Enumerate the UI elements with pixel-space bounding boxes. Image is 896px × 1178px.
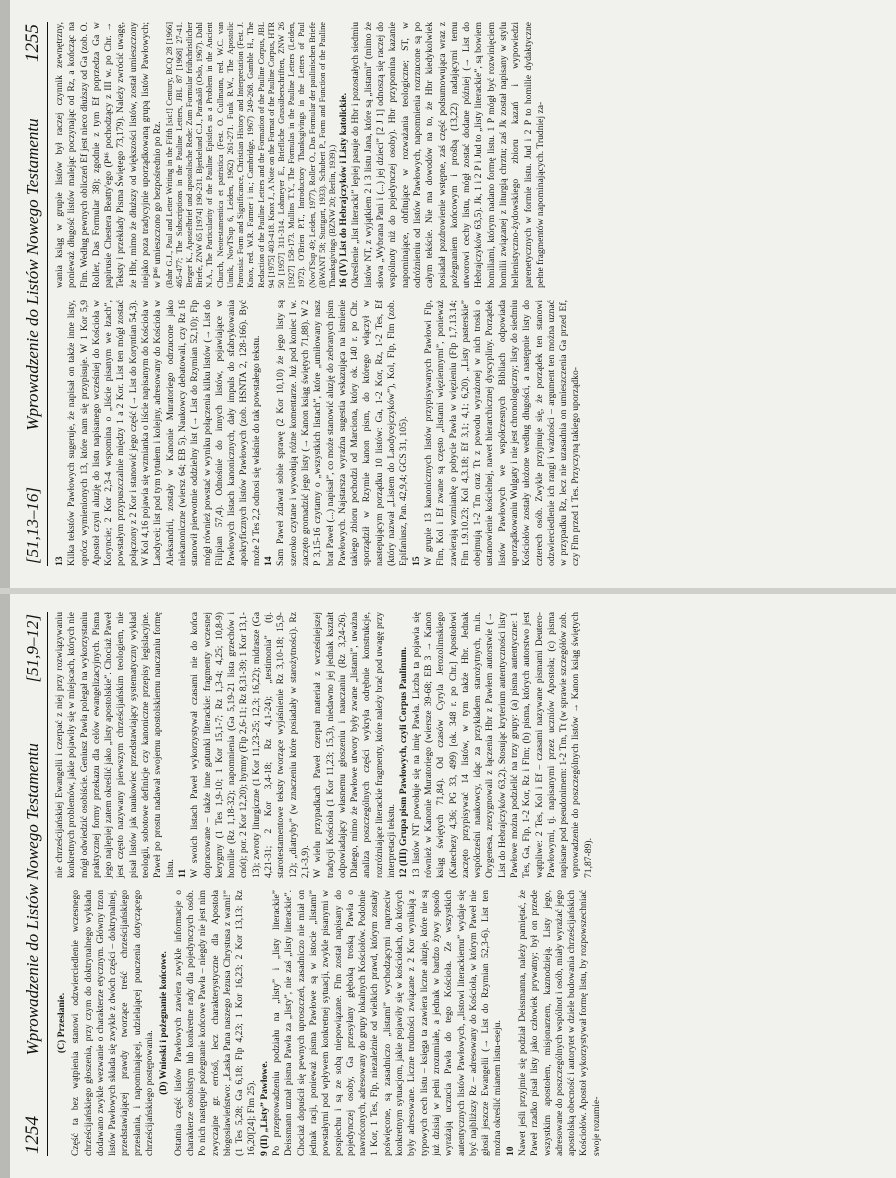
left-page-number: 1254 bbox=[22, 1116, 43, 1154]
right-columns bbox=[54, 22, 874, 566]
paragraph: W swoich listach Paweł wykorzystywał czasami nie do końca dopracowane – także inne gatunki literackie: fragmenty wczesnej kerygmy (1 Tes 1,9-10; 1 Kor 15,1-7; Rz 1,3-4; 4,25; 10,8-9) homilie (Rz 1,18-32); napomnienia (Ga 5,19-21 lista grzechów i cnót); por. 2 Kor 12,20); hymny (Flp 2,6-11; Rz 8,31-39; 1 Kor 13,1-13); zwroty liturgiczne (1 Kor 11,23-25; 12,3; 16,22); midrasze (Ga 4,21-31; 2 Kor 3,4-18; Rz 4,1-24); „testimonia” (tj. starotestamentowe teksty tworzące wyjaśnienie Rz 3,10-18; 15,9-12); „diatryby” (w znaczeniu które posiadały w starożytności). Rz 2,1-3,9). bbox=[189, 612, 311, 878]
paragraph: Kilka tekstów Pawłowych sugeruje, że napisał on także inne listy, oprócz wymienionych 13, które nam się przypisuje. W 1 Kor 5,9 Apostoł czyni aluzję do listu napisanego wcześniej do Kościoła w Koryncie; 2 Kor 2,3-4 wspomina o „liście pisanym we łzach”, powstałym przypuszczalnie między 1 a 2 Kor. List ten mógł zostać połączony z 2 Kor i stanowić jego część (→ List do Koryntian 54,3). W Kol 4,16 pojawia się wzmianka o liście napisanym do Kościoła w Laodycei; list pod tym tytułem i kolejny, adresowany do Kościoła w Aleksandrii, zostały w Kanonie Muratoriego odrzucone jako niekanoniczne (wiersz 64; EB 5). Naukowcy debatowali, czy Rz 16 stanowił pierwotnie oddzielny list (→ List do Rzymian 52,10); Flp mógł również powstać w wyniku połączenia kilku listów (→ List do Filipian 57,4). Odnośnie do innych listów, pojawiające w Pawłowych listach kanonicznych, dały impuls do sfabrykowania apokryficznych listów Pawłowych (zob. HSNTA 2, 128-166). Być może 2 Tes 2,2 odnosi się właśnie do tak powstałego tekstu. bbox=[66, 300, 262, 566]
right-running-title: Wprowadzenie do Listów Nowego Testamentu bbox=[23, 118, 42, 431]
section-number: 13 bbox=[54, 556, 65, 566]
paragraph: 13 listów NT powołuje się na imię Pawła. Liczba ta pojawia się również w Kanonie Muratoriego (wiersze 39-68; EB 3 → Kanon ksiąg świętych 71,84). Od czasów Cyryla Jerozolimskiego (Katechezy 4,36; PG 33, 499) [ok. 348 r. po Chr.] Apostołowi zaczęto przypisywać 14 listów, w tym także Hbr. Jednak współcześni naukowcy, idąc za przykładem starożytnych, m.in. Orygenesa, zrezygnowali z łączenia Hbr z Pawłem autorstwie (→ List do Hebrajczyków 63,2). Stosując kryterium autentyczności listy Pawłowe można podzielić na trzy grupy: (a) pisma autentyczne: 1 Tes, Ga, Flp, 1-2 Kor, Rz i Flm; (b) pisma, których autorstwo jest wątpliwe: 2 Tes, Kol i Ef – czasami nazywane pismami Deutero-Pawłowymi, tj. napisanymi przez uczniów Apostoła; (c) pisma napisane pod pseudonimem: 1-2 Tm, Tt (w sprawie szczegółów zob. wprowadzenie do poszczególnych listów → Kanon ksiąg świętych 71,87-89). bbox=[410, 612, 594, 878]
left-columns bbox=[54, 612, 874, 1156]
section-number: 11 bbox=[176, 868, 188, 878]
paragraph: W wielu przypadkach Paweł czerpał materiał z wcześniejszej tradycji Kościoła (1 Kor 11,23; 15,3), niedawno jej jednak kształt odpowiadający własnemu głoszeniu i nauczaniu (Rz 3,24-26). Dlatego, mimo że Pawłowe utwory były zwane „listami”, uważna analiza poszczególnych części wykryła odrębnie konstrukcje, rozróżniające literackie fragmenty, które należy brać pod uwagę przy interpretacji tekstu. bbox=[312, 612, 398, 878]
paragraph: Sam Paweł zdawał sobie sprawę (2 Kor 10,10) że jego listy są szeroko czytane i wywołują różne komentarze. Już pod koniec I w. zaczęto gromadzić jego listy (→ Kanon ksiąg świętych 71,88). W 2 P 3,15-16 czytamy o „wszystkich listach”, które „umiłowany nasz brat Paweł (...) napisał”, co może stanowić aluzję do zebranych pism Pawłowych. Najstarsza wyraźna sugestia wskazująca na istnienie takiego zbioru pochodzi od Marciona, który ok. 140 r. po Chr. sporządził w Rzymie kanon pism, do którego włączył w nastepującym porządku 10 listów: Ga, 1-2 Kor, Rz, 1-2 Tes, Ef (który nazwał „Listem do Laodycejczyków”), Kol, Flp, Flm (zob. Epifaniusz, Pan. 42,9,4; GCS 31, 105). bbox=[275, 300, 410, 566]
left-page bbox=[0, 590, 896, 1178]
section-number: 15 bbox=[410, 556, 422, 566]
left-column-1 bbox=[54, 890, 874, 1156]
paragraph: Określenie „list literacki” lepiej pasuje do Hbr i pozostałych siedmiu listów NT, z wyjątkiem 2 i 3 listu Jana, które są „listami” (mimo że słowa „Wybrana Pani i (...) jej dzieci” [2 J 1] odnoszą się raczej do wspólnoty niż do pojedynczej osoby). Hbr przypomina kazanie napominające, obfitujące w rozważania teologiczne; ST, w odróżnieniu od listów Pawłowych, napomnienia rozrzucone są po całym tekście. Nie ma dowodów na to, że Hbr kiedykolwiek posiadał pozdrowienie wstępne, zaś część podsumowująca wraz z pożegnaniem końcowym i prośbą (13,22) nadającymi temu utworowi cechy listu, mógł zostać dodane później (→ List do Hebrajczyków 63,5). Jk, 1 i 2 P i Jud to „listy literackie”, są bowiem homiliami, którym nadano formę listu. 1 P mógł być rozwinięciem homilii związanej z liturgią chrztu; zaś Jk został napisany w stylu hellenistyczno-żydowskiego zbioru kazań i wypowiedzi parenetycznych w formie listu. Jud i 2 P to homilie dydaktyczne pełne fragmentów napominających. Trudniej za- bbox=[350, 22, 546, 288]
page-gutter bbox=[0, 588, 896, 594]
paragraph: wania ksiąg w grupie listów był raczej czynnik zewnętrzny, ponieważ długość listów malejąc poczynając od Rz, a kończąc na Flm. Według pewnych obliczeń Ef jest nieco dłuższy od Ga (zob. O. Roller, Das Formular 38); zgodnie z tym Ef poprzedza Ga w papirusie Chestera Beatty'ego (P⁴⁶ pochodzący z III w. po Chr. → Teksty i przekłady Pisma Świętego 73,179). Należy zwrócić uwagę, że Hbr, mimo że dłuższy od większości listów, został umieszczony niejako poza tradycyjnie uporządkowaną grupą listów Pawłowych; w P⁴⁶ umieszczono go bezpośrednio po Rz. bbox=[54, 22, 164, 288]
right-column-1 bbox=[54, 300, 874, 566]
right-column-2 bbox=[54, 22, 874, 288]
left-column-2 bbox=[54, 612, 874, 878]
right-section-range: [51,13–16] bbox=[23, 487, 42, 564]
right-running-head bbox=[16, 22, 48, 566]
section-number: 9 (II) „Listy” Pawłowe. bbox=[258, 1061, 270, 1156]
paragraph: nie chrześcijańskiej Ewangelii i czerpać z niej przy rozwiązywaniu konkretnych problemów, jakie pojawiły się w miejscach, których nie mógł odwiedzić osobiście. Geniusz Pawła polegał na wykorzystaniu praktycznej formy przekazu dla celów ewangelizacyjnych. Pisma jego najlepiej zatem określić jako „listy apostolskie”. Chociaż Paweł jest często nazywany pierwszym chrześcijańskim teologiem, nie pisał listów jak naukowiec przedstawiający systematyczny wykład teologii, sobotowe definicje czy kanoniczne przepisy legislacyjne. Paweł po prostu nadawał swojemu apostolskiemu nauczaniu formę listu. bbox=[54, 612, 176, 878]
paragraph: Nawet jeśli przyjmie się podział Deissmanna, należy pamiętać, że Paweł rzadko pisał listy jako człowiek prywatny; był on przede wszystkim apostołem, misjonarzem, kaznodzieją. Listy jego, adresowane do poszczególnych wspólnot i osób, miały wyrażać jego apostolską obecność i autorytet w dziele budowania chrześcijańskich Kościołów. Apostoł wykorzystywał formę listu, by rozpowszechniać swoje rozumie- bbox=[516, 890, 602, 1156]
paragraph: Część ta bez wątpienia stanowi odzwierciedlenie wczesnego chrześcijańskiego głoszenia, przy czym do doktrynalnego wykładu dodawano zwykle wezwanie o charakterze etycznym. Główny trzon listów Pawłowych składa się zwykle z dwóch części – doktrynalnej, przedstawiającej prawdy tworzące treść chrześcijańskiego przesłania, i napominającej, udzielającej pouczenia dotyczącego chrześcijańskiego postępowania. bbox=[70, 890, 156, 1156]
right-page bbox=[0, 0, 896, 588]
paragraph: Ostatnia część listów Pawłowych zawiera zwykle informacje o charakterze osobistym lub konkretne rady dla pojedynczych osób. Po nich następuje pożegnanie końcowe Pawła – niegdy nie jest nim zwyczajne gr. erróső, lecz charakterystyczne dla Apostoła błogosławieństwo: „Łaska Pana naszego Jezusa Chrystusa z wami!” (1 Tes 5,28; Ga 6,18; Flp 4,23; 1 Kor 16,23; 2 Kor 13,13; Rz 16,20[24]; Flm 25). bbox=[172, 890, 258, 1156]
paragraph: Po przeprowadzeniu podziału na „listy” i „listy literackie” Deissmann uznał pisma Pawła za „listy”, nie zaś „listy literackie”. Chociaż dopuścił się pewnych uproszczeń, zasadniczo nie miał on jednak racji, ponieważ pisma Pawłowe są w istocie „listami” powstałymi pod wpływem konkretnej sytuacji, zwykle pisanymi w pospiechu i są ze sobą niepowiązane. Flm został napisany do pojedynczej osoby, Ga przesyłany głęboką troską Pawła o nawróconych, adresowany do grupy lokalnych Kościołów. Podobnie 1 Kor, 1 Tes, Flp, niezależnie od wielkich prawd, którym zostały poświęcone, są zasadniczo „listami” wychodzącymi naprzeciw konkretnym sytuacjom, jakie pojawiły się w kościołach, do których były adresowane. Liczne trudności związane z 2 Kor wynikają z typowych cech listu – księga ta zawiera liczne aluzje, które nie są już dzisiaj w pełni zrozumiałe, a jednak w bardzo żywy sposób wyrażają uczucia Pawła do tego Kościoła. Ze wszystkich autentycznych listów Pawłowych, „listowi literackiemu” wydaje się być najbliższy Rz – adresowany do Kościoła, w którym Paweł nie głosił jeszcze Ewangelii (→ List do Rzymian 52,3-6). List ten można określić mianem listu-eseju. bbox=[271, 890, 504, 1156]
paragraph: (Bahr G.J., Paul and Letter Writing in the Fifth [sic!] Century, BCQ 28 [1966] 465-477; The Subscriptions in the Pauline Letters, JBL 87 [1968] 27-41. Berger K., Apostelbrief und apostolische Rede: Zum Formular frühchristlicher Briefe, ZNW 65 [1974] 190-231. Bjerkelund C.J., Parakalô (Oslo, 1967). Dahl N.A., The Particularity of the Pauline Epistles as a Problem in the Ancient Church, Neotestamentica et patristica (Fest. O. Cullmann, red. W.C. van Unnik, NovTSup 6, Leiden, 1962) 261-271. Funk R.W., The Apostolic Parousia: Form and Significance, Christian History and Interpretation (Fest. J. Knox, red. W.R. Farmer i in.; Cambridge, 1967) 249-268. Gamble H., The Redaction of the Pauline Letters and the Formation of the Pauline Corpus, JBL 94 [1975] 403-418. Knox J., A Note on the Format of the Pauline Corpus, HTR 50 [1957] 311-314. Lohmeyer E., Briefliche Grussüberschriften, ZNW 26 [1927] 158-173. Mullins T.Y., The Formulas in the Pauline Letters (Leiden, 1972). O'Brien P.T., Introductory Thanksgivings in the Letters of Paul (NovTSup 49; Leiden, 1977). Roller O., Das Formular der paulinischen Briefe (BWANT 58; Stuttgart, 1933). Schubert P., Form and Function of the Pauline Thanksgivings (BZNW 20; Berlin, 1939).) bbox=[164, 22, 337, 288]
paragraph: W grupie 13 kanonicznych listów przypisywanych Pawłowi Flp, Flm, Kol i Ef zwane są często „listami więziennymi”, ponieważ zawierają wzmiankę o pobycie Pawła w więzieniu (Flp 1,7.13.14; Flm 1.9.10.23; Kol 4,3.18; Ef 3,1; 4,1; 6,20). „Listy pasterskie” obejmują 1-2 Tm oraz Tt z powodu wyrażonej w nich troski o ustanowienie kościelnej, nawet hierarchicznej dyscypliny. Porządek listów Pawłowych we współczesnych Bibliach odpowiada uporządkowaniu Wulgaty i nie jest chronologiczny; listy do siedmiu Kościołów zostały ułożone według długości, a następnie listy do czterech osób. Zwykle przyjmuje się, że porządek ten stanowi odzwierciedlenie ich rangi i ważności – argument ten można uznać w przypadku Rz, lecz nie uzasadnia on umieszczenia Ga przed Ef, czy Flm przed 1 Tes. Przyczyną takiego uporządko- bbox=[422, 300, 582, 566]
section-number: 16 (IV) List do Hebrajczyków i Listy katolickie. bbox=[338, 92, 350, 288]
right-page-number: 1255 bbox=[22, 24, 43, 62]
section-number: 14 bbox=[263, 556, 275, 566]
left-running-title: Wprowadzenie do Listów Nowego Testamentu bbox=[23, 743, 42, 1056]
left-section-range: [51,9–12] bbox=[23, 614, 42, 683]
left-running-head bbox=[16, 612, 48, 1156]
section-number: 10 bbox=[504, 1146, 516, 1156]
section-heading: (D) Wnioski i pożegnanie końcowe. bbox=[158, 951, 170, 1095]
section-heading: (C) Przesłanie. bbox=[56, 992, 67, 1054]
section-number: 12 (III) Grupa pism Pawłowych, czyli Corpus Paulinum. bbox=[398, 646, 410, 878]
